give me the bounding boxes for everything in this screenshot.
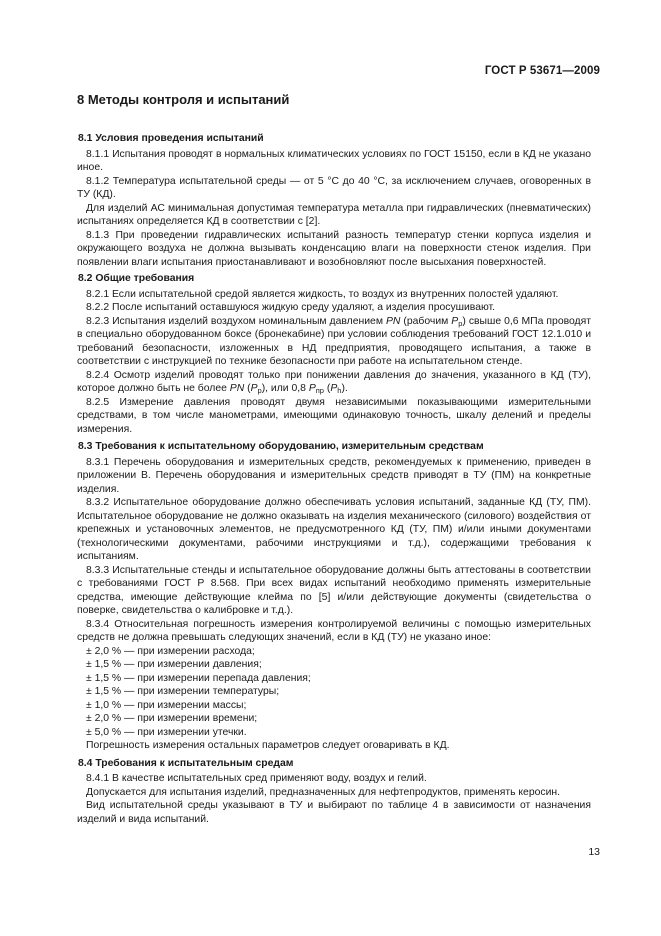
paragraph-8-2-4: 8.2.4 Осмотр изделий проводят только при понижении давления до значения, указанного в КД (ТУ), которое должно быть не более PN $(P_р)$, или 0,8 $P_{пр}$ $(P_h)$. (77, 369, 591, 395)
subsection-8-4-title: 8.4 Требования к испытательным средам (78, 757, 294, 769)
tolerance-item: ± 5,0 % — при измерении утечки. (86, 726, 247, 738)
paragraph-8-2-2: 8.2.2 После испытаний оставшуюся жидкую среду удаляют, а изделия просушивают. (86, 302, 496, 313)
section-8-title: 8 Методы контроля и испытаний (77, 92, 290, 107)
paragraph-8-4-1-c: Вид испытательной среды указывают в ТУ и выбирают по таблице 4 в зависимости от назначения изделий и вида испытаний. (77, 800, 591, 825)
subsection-8-2-title: 8.2 Общие требования (78, 273, 195, 284)
paragraph-8-3-2: 8.3.2 Испытательное оборудование должно обеспечивать условия испытаний, заданные КД (ТУ, ПМ). Испытательное оборудование не должно оказывать на изделия механического (силового) воздействия от крепежных и установочных элементов, не предусмотренного КД (ТУ, ПМ) и/или иными документами (технологическими документами, рабочими инструкциями и т.д.), содержащими требования к испытаниям. (77, 497, 591, 562)
tolerance-item: ± 2,0 % — при измерении расхода; (86, 645, 255, 657)
paragraph-8-4-1: 8.4.1 В качестве испытательных сред применяют воду, воздух и гелий. (86, 773, 427, 784)
paragraph-8-4-1-b: Допускается для испытания изделий, предназначенных для нефтепродуктов, применять керосин. (86, 786, 561, 798)
subsection-8-3-title: 8.3 Требования к испытательному оборудованию, измерительным средствам (78, 441, 484, 452)
tolerance-item: ± 1,0 % — при измерении массы; (86, 699, 247, 711)
page-body (77, 91, 591, 826)
paragraph-8-1-2-note: Для изделий АС минимальная допустимая температура металла при гидравлических (пневматических) испытаниях определяется КД в соответствии с [2]. (77, 202, 591, 227)
tolerance-item: ± 1,5 % — при измерении давления; (86, 659, 262, 670)
paragraph-8-1-1: 8.1.1 Испытания проводят в нормальных климатических условиях по ГОСТ 15150, если в КД не указано иное. (77, 148, 591, 173)
paragraph-8-3-4-end: Погрешность измерения остальных параметров следует оговаривать в КД. (86, 740, 450, 751)
page-number: 13 (588, 846, 600, 858)
paragraph-8-2-1: 8.2.1 Если испытательной средой является жидкость, то воздух из внутренних полостей удаляют. (86, 288, 559, 300)
tolerance-item: ± 1,5 % — при измерении температуры; (86, 686, 280, 697)
standard-code: ГОСТ Р 53671—2009 (484, 65, 600, 77)
tolerance-item: ± 1,5 % — при измерении перепада давления; (86, 672, 311, 684)
paragraph-8-2-3: 8.2.3 Испытания изделий воздухом номинальным давлением PN (рабочим $P_р$) свыше 0,6 МПа проводят в специально оборудованном боксе (бронекабине) при условии соблюдения требований ГОСТ 12.1.010 и требований безопасности, изложенных в НД предприятия, проводящего испытания, а также в соответствии с инструкцией по технике безопасности при работе на испытательном стенде. (77, 315, 591, 367)
tolerance-item: ± 2,0 % — при измерении времени; (86, 713, 258, 724)
subsection-8-1-title: 8.1 Условия проведения испытаний (78, 133, 264, 144)
paragraph-8-3-4: 8.3.4 Относительная погрешность измерения контролируемой величины с помощью измерительных средств не должна превышать следующих значений, если в КД (ТУ) не указано иное: (77, 618, 591, 643)
paragraph-8-1-3: 8.1.3 При проведении гидравлических испытаний разность температур стенки корпуса изделия и окружающего воздуха не должна вызывать конденсацию влаги на поверхности стенок изделия. При появлении влаги испытания приостанавливают и возобновляют после высыхания поверхностей. (77, 229, 591, 268)
paragraph-8-3-3: 8.3.3 Испытательные стенды и испытательное оборудование должны быть аттестованы в соответствии с требованиями ГОСТ Р 8.568. При всех видах испытаний необходимо применять измерительные средства, имеющие действующие клейма по [5] и/или действующие документы (свидетельства о поверке, свидетельства о калибровке и т.д.). (77, 564, 591, 616)
paragraph-8-1-2: 8.1.2 Температура испытательной среды — от 5 °С до 40 °С, за исключением случаев, оговоренных в ТУ (КД). (77, 175, 591, 200)
paragraph-8-3-1: 8.3.1 Перечень оборудования и измерительных средств, рекомендуемых к применению, приведен в приложении В. Перечень оборудования и измерительных средств приводят в ТУ (ПМ) на конкретные изделия. (77, 456, 591, 495)
paragraph-8-2-5: 8.2.5 Измерение давления проводят двумя независимыми показывающими измерительными средствами, в том числе манометрами, имеющими одинаковую точность, шкалу делений и пределы измерения. (77, 396, 591, 435)
